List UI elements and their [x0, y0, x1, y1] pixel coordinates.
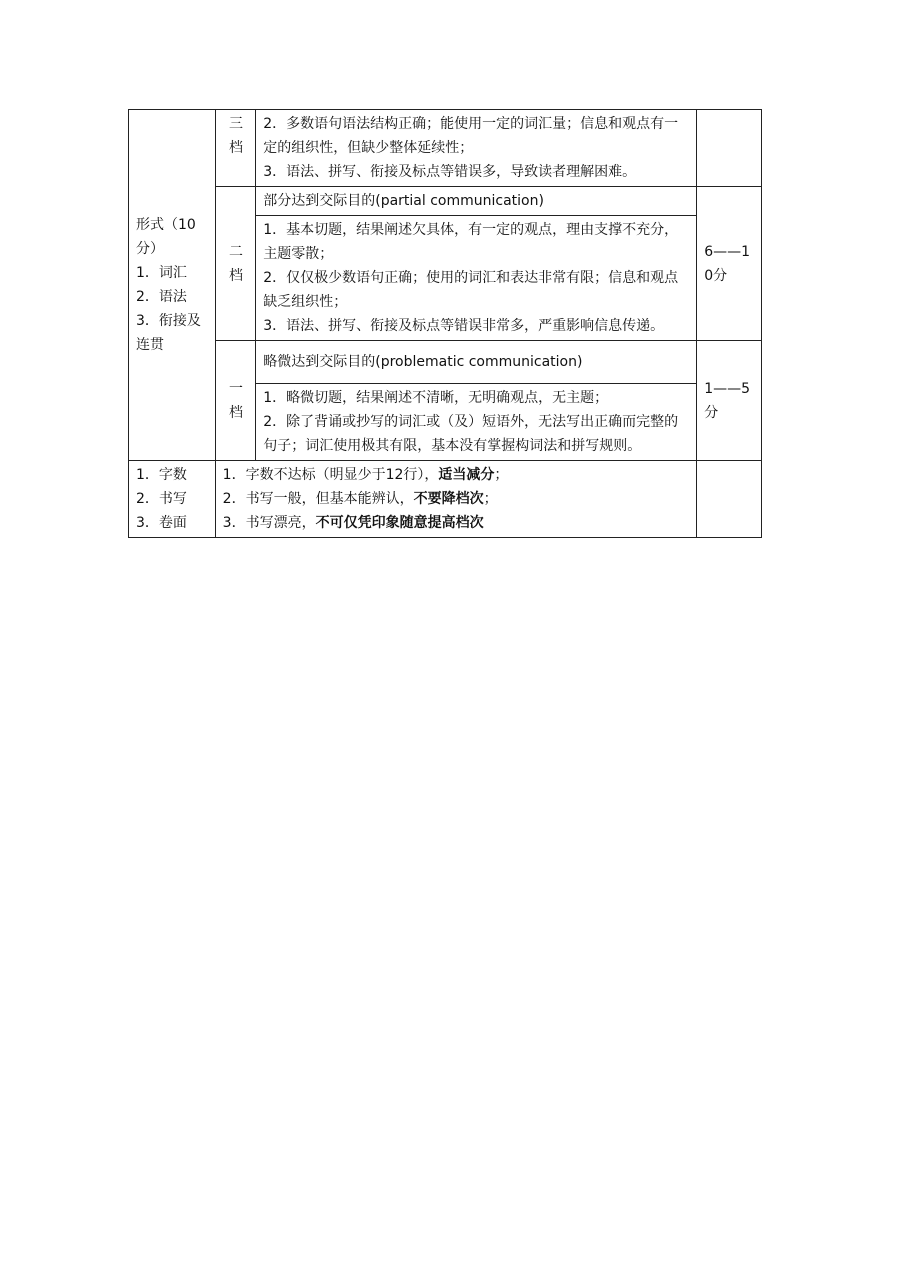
tier-1-line-1: 1．略微切题，结果阐述不清晰，无明确观点，无主题； — [263, 390, 609, 406]
presentation-rules-cell — [215, 461, 697, 538]
extra-rule-3 — [223, 511, 691, 535]
form-section-title: 形式（10分） — [136, 217, 196, 257]
extra-rule-3-text: 3．书写漂亮， — [222, 515, 316, 531]
tier-label-1: 一档 — [215, 341, 256, 461]
tier-2-line-3: 3．语法、拼写、衔接及标点等错误非常多，严重影响信息传递。 — [263, 318, 665, 334]
extra-rule-1-tail: ； — [494, 467, 509, 483]
extra-rule-2 — [223, 487, 691, 511]
tier-label-2: 二档 — [215, 187, 256, 341]
tier-3-description — [256, 110, 697, 187]
tier-3-line-2: 2．多数语句语法结构正确；能使用一定的词汇量；信息和观点有一定的组织性，但缺少整体延续性； — [263, 116, 679, 156]
tier-2-line-1: 1．基本切题，结果阐述欠具体，有一定的观点，理由支撑不充分，主题零散； — [263, 222, 679, 262]
scoring-rubric — [128, 109, 762, 538]
tier-1-score: 1——5分 — [697, 341, 762, 461]
extra-rule-1 — [223, 463, 691, 487]
form-item-grammar: 2．语法 — [136, 289, 187, 305]
extra-item-neatness: 3．卷面 — [136, 515, 187, 531]
extra-rule-2-tail: ； — [483, 491, 498, 507]
tier-2-description — [256, 216, 697, 341]
form-criteria-cell — [129, 110, 216, 461]
tier-1-heading-row — [129, 341, 762, 384]
tier-1-description — [256, 384, 697, 461]
tier-1-line-2: 2．除了背诵或抄写的词汇或（及）短语外，无法写出正确而完整的句子；词汇使用极其有限，基本没有掌握构词法和拼写规则。 — [263, 414, 679, 454]
presentation-criteria-cell — [129, 461, 216, 538]
presentation-score — [697, 461, 762, 538]
presentation-row — [129, 461, 762, 538]
extra-rule-1-emphasis: 适当减分 — [438, 467, 495, 483]
tier-2-score: 6——10分 — [697, 187, 762, 341]
tier-1-heading: 略微达到交际目的(problematic communication) — [256, 341, 697, 384]
form-item-cohesion: 3．衔接及连贯 — [136, 313, 201, 353]
extra-item-handwriting: 2．书写 — [136, 491, 187, 507]
extra-rule-1-text: 1．字数不达标（明显少于12行）， — [222, 467, 439, 483]
extra-item-word-count: 1．字数 — [136, 467, 187, 483]
extra-rule-3-emphasis: 不可仅凭印象随意提高档次 — [315, 515, 484, 531]
extra-rule-2-emphasis: 不要降档次 — [413, 491, 484, 507]
tier-2-heading-row — [129, 187, 762, 216]
rubric-table — [128, 109, 762, 538]
tier-3-line-3: 3．语法、拼写、衔接及标点等错误多，导致读者理解困难。 — [263, 164, 637, 180]
tier-2-line-2: 2．仅仅极少数语句正确；使用的词汇和表达非常有限；信息和观点缺乏组织性； — [263, 270, 679, 310]
tier-label-3: 三档 — [215, 110, 256, 187]
form-item-vocabulary: 1．词汇 — [136, 265, 187, 281]
tier-2-heading: 部分达到交际目的(partial communication) — [256, 187, 697, 216]
tier-3-score — [697, 110, 762, 187]
tier-3-row — [129, 110, 762, 187]
extra-rule-2-text: 2．书写一般，但基本能辨认， — [222, 491, 414, 507]
